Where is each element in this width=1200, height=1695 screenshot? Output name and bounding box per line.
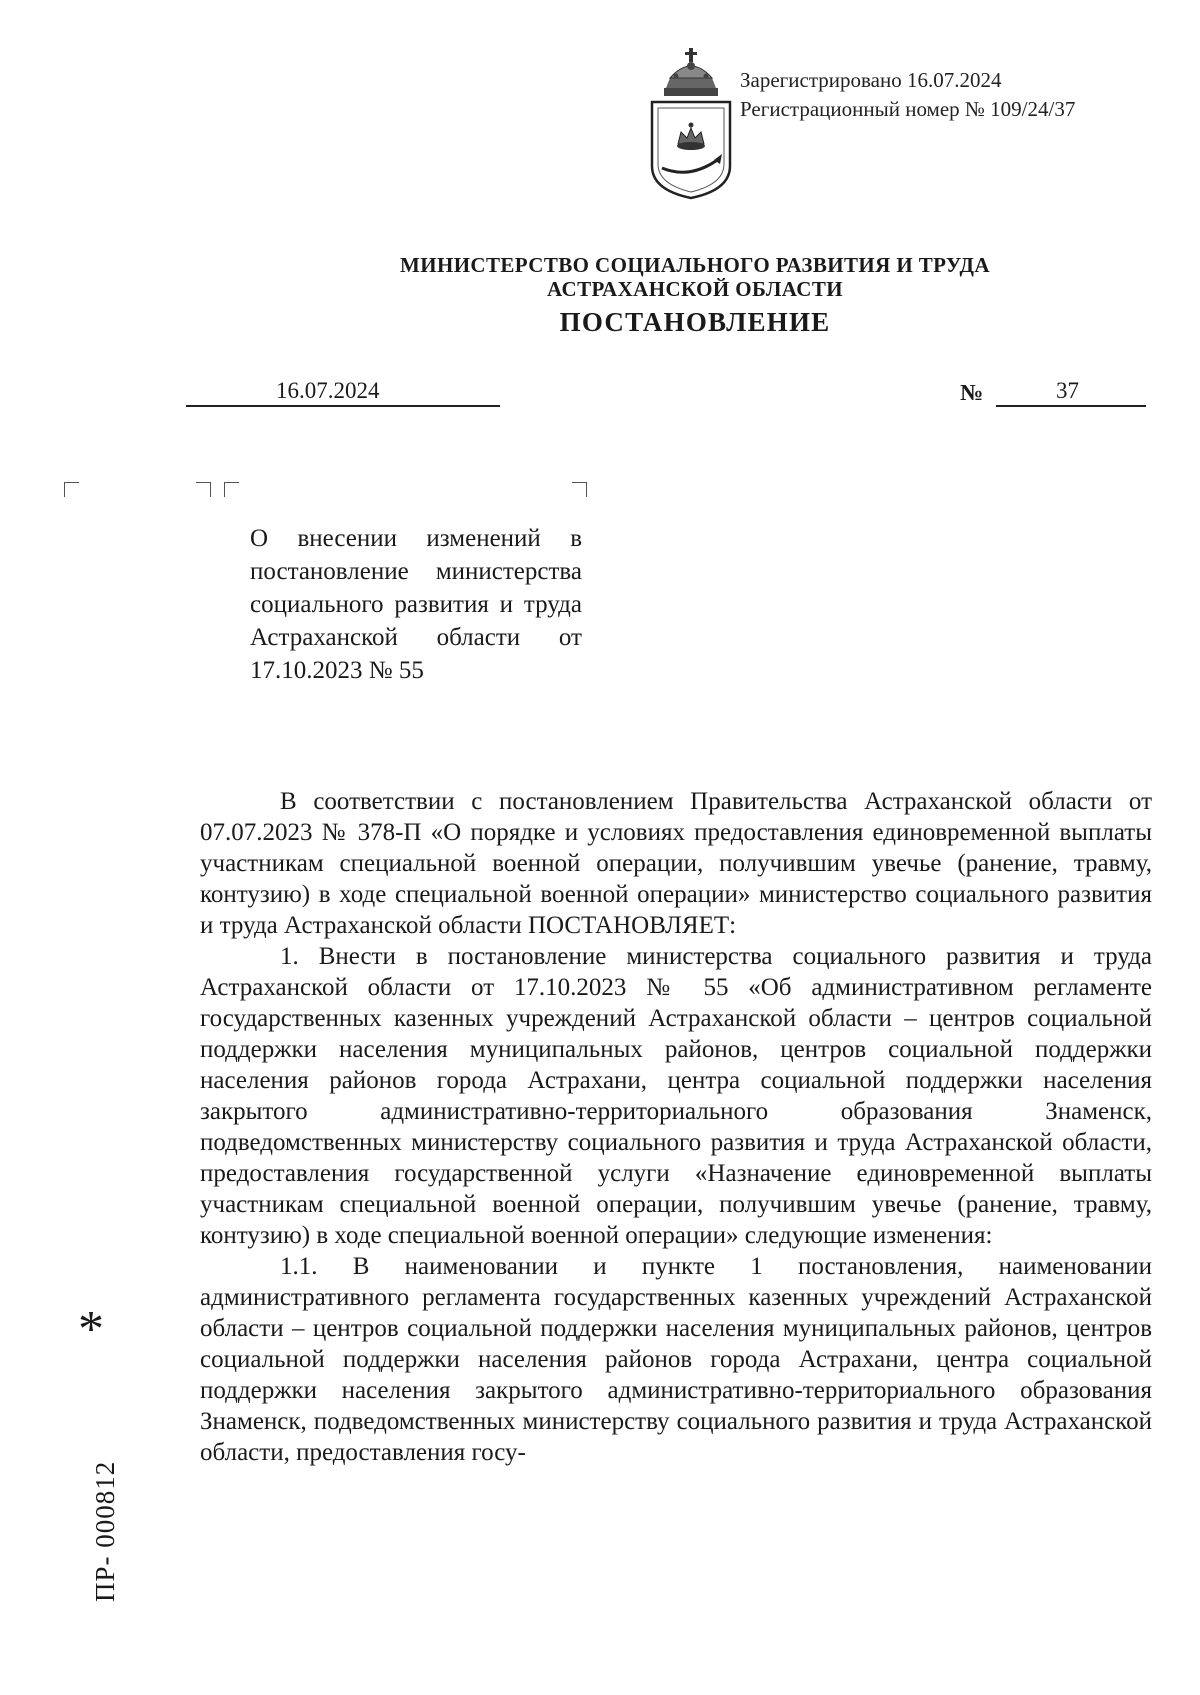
body-paragraph: 1. Внести в постановление министерства социального развития и труда Астраханской области от 17.10.2023 № 55 «Об административном регламенте государственных казенных учреждений Астраханской области – центров социальной поддержки населения муниципальных районов, центров социальной поддержки населения районов города Астрахани, центра социальной поддержки населения закрытого административно-территориального образования Знаменск, подведомственных министерству социального развития и труда Астраханской области, предоставления государственной услуги «Назначение единовременной выплаты участникам специальной военной операции, получившим увечье (ранение, травму, контузию) в ходе специальной военной операции» следующие изменения: — [200, 943, 1152, 1249]
document-body — [200, 786, 1152, 1468]
corner-mark-top-right — [572, 482, 587, 497]
corner-mark-top-left — [224, 482, 239, 497]
document-number: 37 — [1056, 378, 1079, 403]
registration-date-text: Зарегистрировано 16.07.2024 — [740, 68, 1002, 92]
document-subject: О внесении изменений в постановление министерства социального развития и труда Астраханской области от 17.10.2023 № 55 — [250, 525, 582, 684]
body-paragraph: В соответствии с постановлением Правительства Астраханской области от 07.07.2023 № 378-П «О порядке и условиях предоставления единовременной выплаты участникам специальной военной операции, получившим увечье (ранение, травму, контузию) в ходе специальной военной операции» министерство социального развития и труда Астраханской области ПОСТАНОВЛЯЕТ: — [200, 788, 1152, 939]
document-type-title: ПОСТАНОВЛЕНИЕ — [559, 307, 831, 337]
margin-document-code: ПР- 000812 — [90, 1460, 120, 1602]
body-paragraph: 1.1. В наименовании и пункте 1 постановления, наименовании административного регламента государственных казенных учреждений Астраханской области – центров социальной поддержки населения муниципальных районов, центров социальной поддержки населения районов города Астрахани, центра социальной поддержки населения закрытого административно-территориального образования Знаменск, подведомственных министерству социального развития и труда Астраханской области, предоставления госу- — [200, 1253, 1152, 1466]
coat-of-arms-emblem — [648, 48, 734, 200]
ministry-name-line1: МИНИСТЕРСТВО СОЦИАЛЬНОГО РАЗВИТИЯ И ТРУДА — [400, 253, 990, 277]
document-date: 16.07.2024 — [276, 378, 380, 403]
number-field — [996, 377, 1146, 407]
margin-star-mark: * — [78, 1301, 104, 1358]
number-sign: № — [960, 380, 984, 405]
corner-mark-top-right — [196, 482, 211, 497]
registration-stamp — [740, 66, 1075, 124]
ministry-name — [0, 253, 1200, 301]
date-field — [186, 377, 500, 407]
corner-mark-top-left — [64, 482, 79, 497]
registration-number-text: Регистрационный номер № 109/24/37 — [740, 97, 1076, 121]
ministry-name-line2: АСТРАХАНСКОЙ ОБЛАСТИ — [546, 277, 844, 301]
